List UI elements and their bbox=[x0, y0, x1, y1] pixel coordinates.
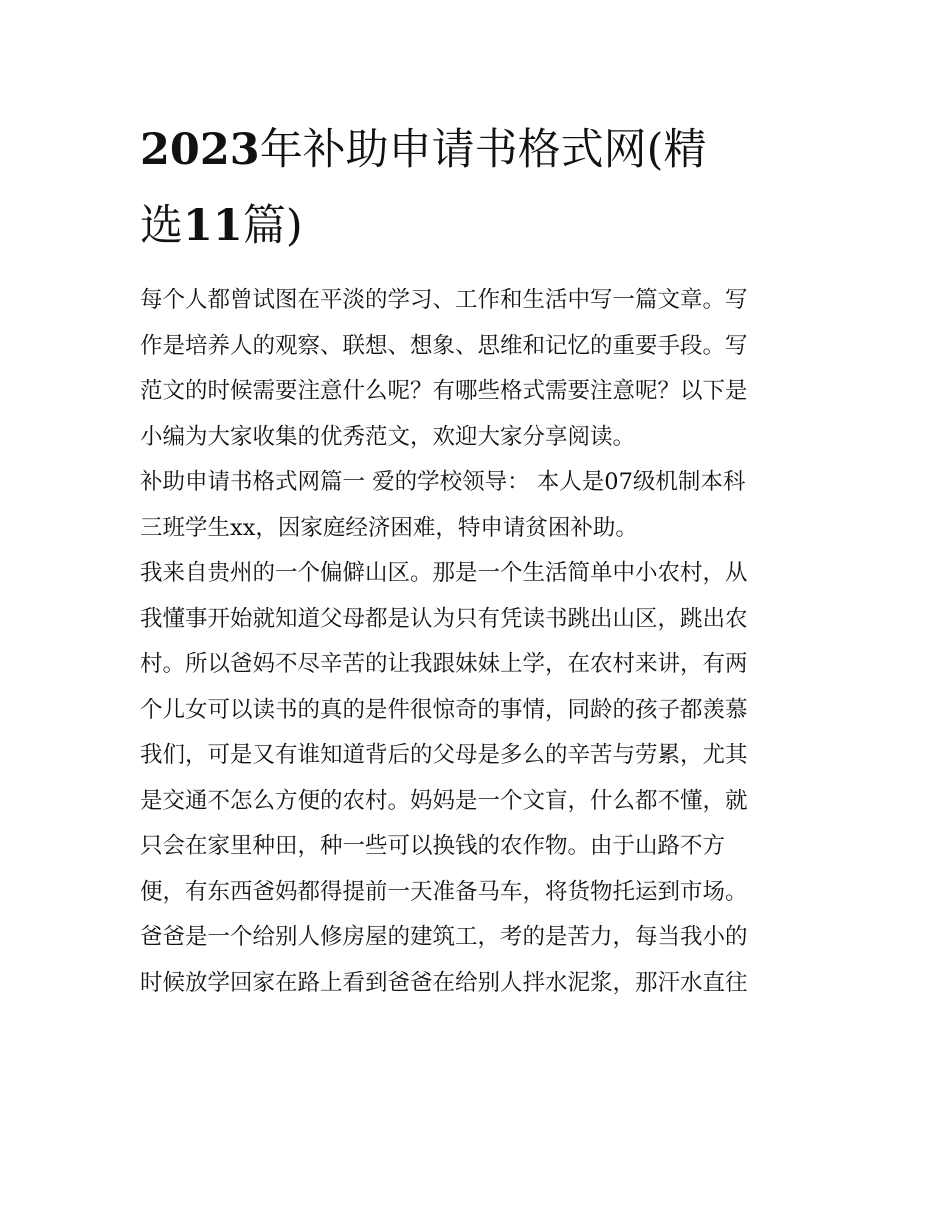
text-line: 是交通不怎么方便的农村。妈妈是一个文盲，什么都不懂，就 bbox=[140, 787, 748, 814]
text-line: 我来自贵州的一个偏僻山区。那是一个生活简单中小农村，从 bbox=[140, 560, 748, 586]
text-line: 我们，可是又有谁知道背后的父母是多么的辛苦与劳累，尤其 bbox=[140, 742, 748, 768]
title-prefix-2: 选 bbox=[140, 201, 183, 251]
title-year: 2023 bbox=[140, 125, 260, 175]
text-line: 三班学生xx，因家庭经济困难，特申请贫困补助。 bbox=[140, 514, 638, 541]
text-line: 我懂事开始就知道父母都是认为只有凭读书跳出山区，跳出农 bbox=[140, 605, 748, 632]
paragraph-greeting bbox=[140, 460, 812, 551]
text-line: 便，有东西爸妈都得提前一天准备马车，将货物托运到市场。 bbox=[140, 878, 748, 905]
text-line: 每个人都曾试图在平淡的学习、工作和生活中写一篇文章。写 bbox=[140, 287, 748, 313]
title-count: 11 bbox=[183, 201, 243, 251]
text-line: 范文的时候需要注意什么呢？有哪些格式需要注意呢？以下是 bbox=[140, 378, 748, 404]
text-line: 时候放学回家在路上看到爸爸在给别人拌水泥浆，那汗水直往 bbox=[140, 969, 748, 996]
text-line: 只会在家里种田，种一些可以换钱的农作物。由于山路不方 bbox=[140, 833, 726, 859]
text-line: 村。所以爸妈不尽辛苦的让我跟妹妹上学，在农村来讲，有两 bbox=[140, 651, 748, 677]
title-line-2 bbox=[140, 188, 820, 264]
paragraph-intro bbox=[140, 278, 812, 460]
title-line-1 bbox=[140, 112, 820, 188]
title-text-2: 篇) bbox=[242, 201, 303, 251]
text-line: 小编为大家收集的优秀范文，欢迎大家分享阅读。 bbox=[140, 423, 636, 450]
document-body bbox=[140, 278, 812, 1006]
text-line: 作是培养人的观察、联想、想象、思维和记忆的重要手段。写 bbox=[140, 332, 748, 359]
page-title bbox=[140, 112, 820, 264]
text-line: 个儿女可以读书的真的是件很惊奇的事情，同龄的孩子都羡慕 bbox=[140, 696, 748, 723]
text-line: 补助申请书格式网篇一 爱的学校领导： 本人是07级机制本科 bbox=[140, 469, 746, 495]
paragraph-story bbox=[140, 551, 812, 1006]
title-text-1: 年补助申请书格式网(精 bbox=[259, 125, 707, 175]
text-line: 爸爸是一个给别人修房屋的建筑工，考的是苦力，每当我小的 bbox=[140, 924, 748, 950]
